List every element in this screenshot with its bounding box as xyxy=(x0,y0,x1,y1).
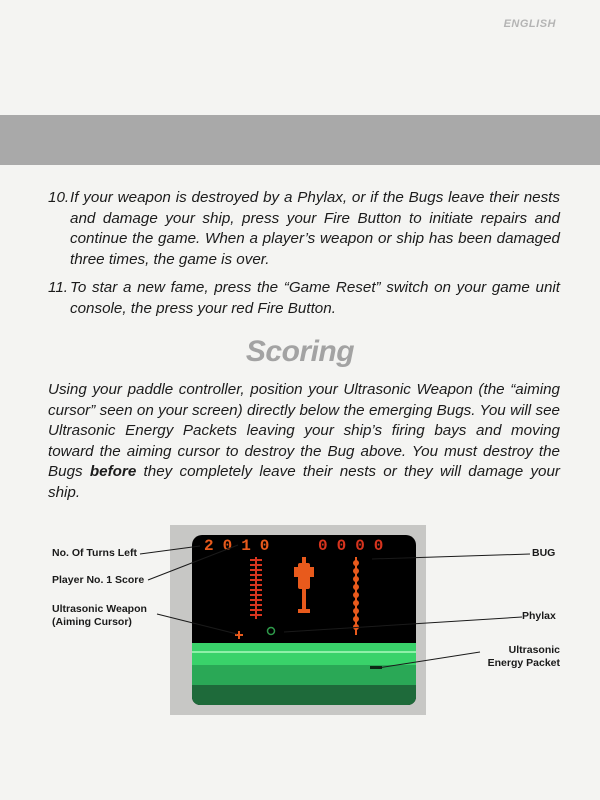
callout-packet-line1: Ultrasonic xyxy=(508,644,560,656)
language-label: ENGLISH xyxy=(503,18,556,30)
callout-bug: BUG xyxy=(532,547,556,559)
callout-player-score: Player No. 1 Score xyxy=(52,574,145,586)
instruction-text: If your weapon is destroyed by a Phylax, or if the Bugs leave their nests and damage your ship, press your Fire Button to initiate repairs and continue the game. When a player’s weapon or ship has been damaged three times, the game is over. xyxy=(70,189,560,268)
callout-phylax: Phylax xyxy=(522,610,556,622)
instruction-number: 11. xyxy=(48,279,68,296)
scoring-text-before: Using your paddle controller, position your Ultrasonic Weapon (the “aiming cursor” seen on your screen) directly below the emerging Bugs. You will see Ultrasonic Energy Packets leaving your ship’s firing bays and moving toward the aiming cursor to destroy the Bug above. You must destroy the Bugs xyxy=(48,381,560,480)
callout-packet-line2: Energy Packet xyxy=(487,656,560,669)
player-score-readout: 2010 xyxy=(204,537,279,555)
opponent-score-readout: 0000 xyxy=(318,537,393,555)
callout-turns-left: No. Of Turns Left xyxy=(52,547,137,559)
instruction-number: 10. xyxy=(48,189,70,206)
scoring-heading: Scoring xyxy=(245,335,355,368)
scoring-text-emphasis: before xyxy=(89,463,137,480)
callout-weapon xyxy=(52,603,147,628)
callout-energy-packet xyxy=(480,644,560,669)
instruction-text: To star a new fame, press the “Game Reset” switch on your game unit console, the press your red Fire Button. xyxy=(70,279,560,317)
callout-weapon-line2: (Aiming Cursor) xyxy=(52,615,132,628)
scoring-text-after: they completely leave their nests or they will damage your ship. xyxy=(48,463,560,501)
callout-weapon-line1: Ultrasonic Weapon xyxy=(52,603,147,615)
